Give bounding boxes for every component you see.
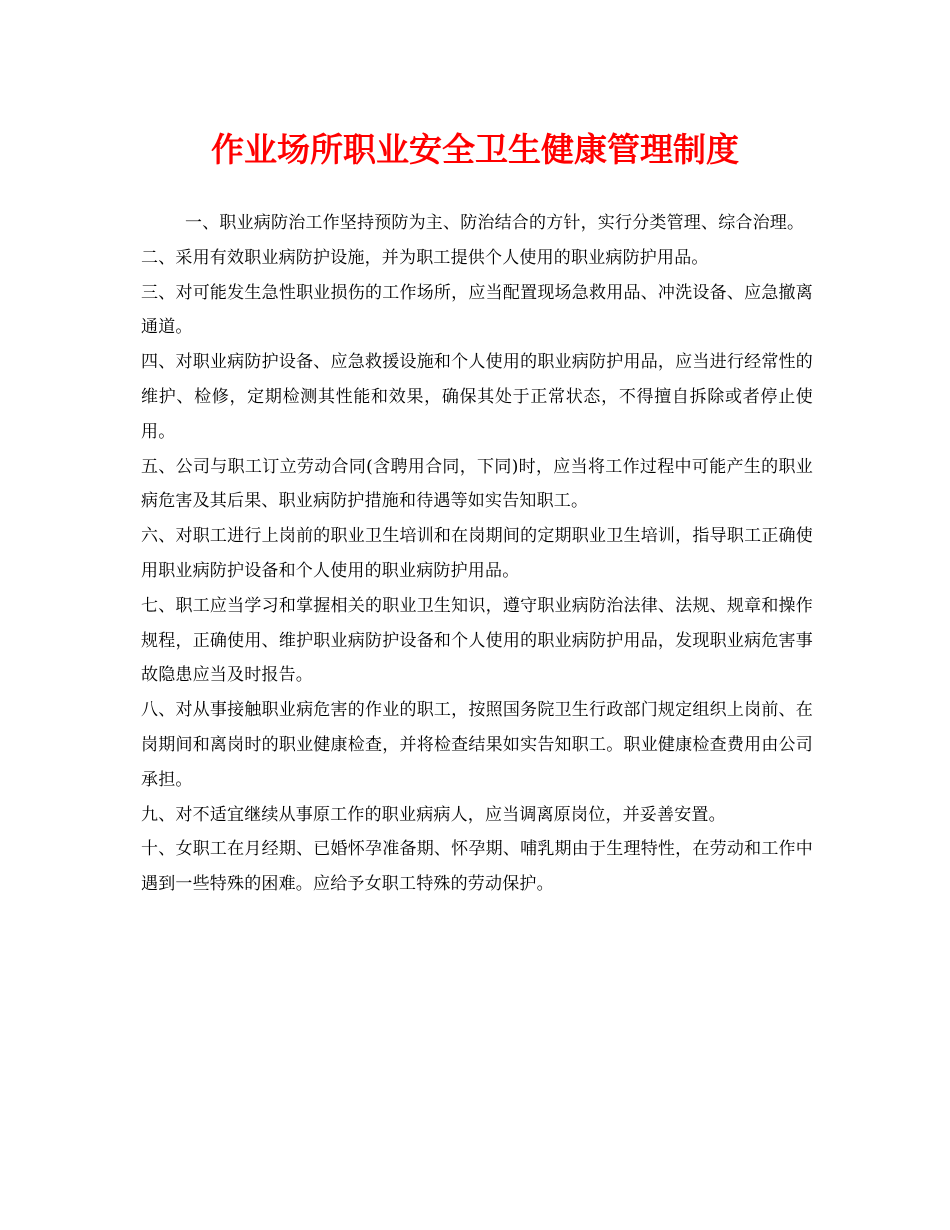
paragraph-10: 十、女职工在月经期、已婚怀孕准备期、怀孕期、哺乳期由于生理特性，在劳动和工作中遇到一些特殊的困难。应给予女职工特殊的劳动保护。	[141, 839, 813, 895]
paragraph-5: 五、公司与职工订立劳动合同(含聘用合同，下同)时，应当将工作过程中可能产生的职业病危害及其后果、职业病防护措施和待遇等如实告知职工。	[141, 456, 813, 512]
paragraph-4: 四、对职业病防护设备、应急救援设施和个人使用的职业病防护用品，应当进行经常性的维护、检修，定期检测其性能和效果，确保其处于正常状态，不得擅自拆除或者停止使用。	[141, 352, 813, 442]
paragraph-8: 八、对从事接触职业病危害的作业的职工，按照国务院卫生行政部门规定组织上岗前、在岗期间和离岗时的职业健康检查，并将检查结果如实告知职工。职业健康检查费用由公司承担。	[141, 700, 813, 790]
paragraph-1: 一、职业病防治工作坚持预防为主、防治结合的方针，实行分类管理、综合治理。	[185, 213, 805, 233]
paragraph-7: 七、职工应当学习和掌握相关的职业卫生知识，遵守职业病防治法律、法规、规章和操作规程，正确使用、维护职业病防护设备和个人使用的职业病防护用品，发现职业病危害事故隐患应当及时报告。	[141, 595, 813, 686]
paragraph-9: 九、对不适宜继续从事原工作的职业病病人，应当调离原岗位，并妥善安置。	[141, 804, 726, 825]
document-title: 作业场所职业安全卫生健康管理制度	[211, 130, 739, 169]
paragraph-6: 六、对职工进行上岗前的职业卫生培训和在岗期间的定期职业卫生培训，指导职工正确使用职业病防护设备和个人使用的职业病防护用品。	[141, 526, 813, 581]
document-body	[141, 206, 813, 902]
paragraph-2: 二、采用有效职业病防护设施，并为职工提供个人使用的职业病防护用品。	[141, 247, 709, 268]
paragraph-3: 三、对可能发生急性职业损伤的工作场所，应当配置现场急救用品、冲洗设备、应急撤离通道。	[141, 282, 813, 338]
